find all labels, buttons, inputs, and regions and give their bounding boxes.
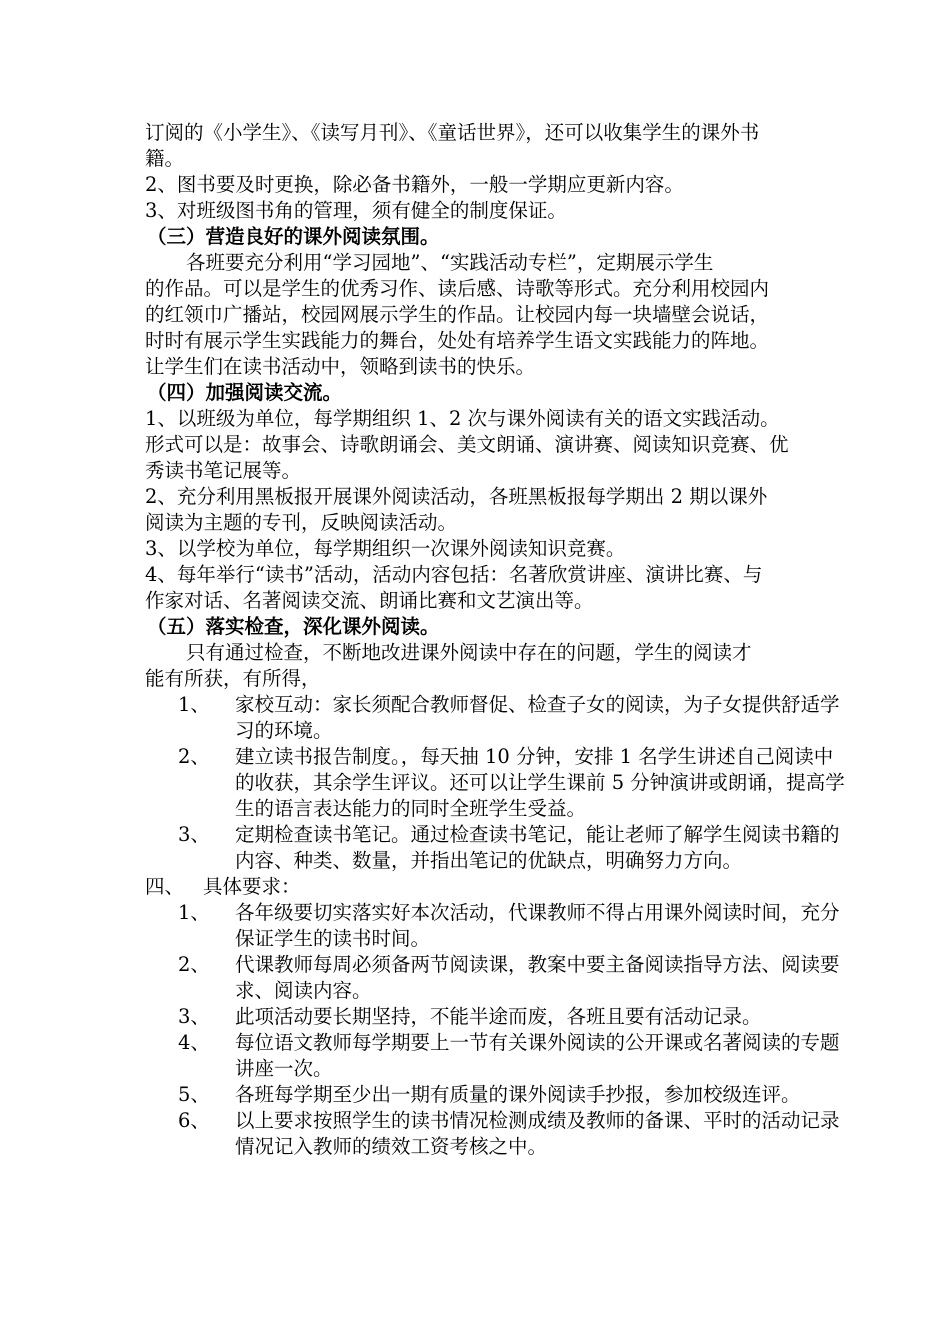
section-heading: （五）落实检查，深化课外阅读。 — [147, 615, 440, 638]
text-line: 时时有展示学生实践能力的舞台，处处有培养学生语文实践能力的阵地。 — [145, 329, 770, 352]
text-line: 2、充分利用黑板报开展课外阅读活动，各班黑板报每学期出 2 期以课外 — [145, 485, 768, 508]
list-text: 家校互动：家长须配合教师督促、检查子女的阅读，为子女提供舒适学习的环境。 — [235, 693, 840, 742]
requirements-list — [145, 900, 865, 1160]
list-item — [145, 1030, 865, 1082]
list-number: 2、 — [178, 745, 210, 768]
text-line: 形式可以是：故事会、诗歌朗诵会、美文朗诵、演讲赛、阅读知识竞赛、优 — [145, 433, 789, 456]
list-item — [145, 1082, 865, 1108]
text-line: 能有所获，有所得， — [145, 667, 321, 690]
text-line: 订阅的《小学生》、《读写月刊》、《童话世界》，还可以收集学生的课外书 — [145, 121, 760, 144]
list-text: 各年级要切实落实好本次活动，代课教师不得占用课外阅读时间，充分保证学生的读书时间。 — [235, 901, 840, 950]
section-requirements — [145, 874, 865, 1160]
list-number: 3、 — [178, 1005, 210, 1028]
text-line: 籍。 — [145, 147, 185, 170]
list-text: 建立读书报告制度。，每天抽 10 分钟，安排 1 名学生讲述自己阅读中的收获，其余学生评议。还可以让学生课前 5 分钟演讲或朗诵，提高学生的语言表达能力的同时全班学生受益。 — [235, 745, 845, 820]
section-five — [145, 614, 865, 874]
list-item — [145, 1004, 865, 1030]
list-item — [145, 952, 865, 1004]
section-heading — [145, 874, 865, 900]
text-line: 2、图书要及时更换，除必备书籍外，一般一学期应更新内容。 — [145, 173, 684, 196]
list-text: 每位语文教师每学期要上一节有关课外阅读的公开课或名著阅读的专题讲座一次。 — [235, 1031, 840, 1080]
list-text: 各班每学期至少出一期有质量的课外阅读手抄报，参加校级连评。 — [235, 1083, 801, 1106]
list-item — [145, 900, 865, 952]
list-item — [145, 822, 865, 874]
list-number: 1、 — [178, 901, 210, 924]
section-three — [145, 224, 865, 380]
section-heading: （三）营造良好的课外阅读氛围。 — [147, 225, 440, 248]
list-item — [145, 692, 865, 744]
list-number: 2、 — [178, 953, 210, 976]
section-heading: （四）加强阅读交流。 — [147, 381, 343, 404]
list-item — [145, 744, 865, 822]
list-text: 此项活动要长期坚持，不能半途而废，各班且要有活动记录。 — [235, 1005, 762, 1028]
text-line: 3、对班级图书角的管理，须有健全的制度保证。 — [145, 199, 567, 222]
text-line: 让学生们在读书活动中，领略到读书的快乐。 — [145, 355, 536, 378]
section-number: 四、 — [145, 875, 185, 898]
text-line: 各班要充分利用“学习园地”、“实践活动专栏”，定期展示学生 — [186, 251, 714, 274]
text-line: 1、以班级为单位，每学期组织 1、2 次与课外阅读有关的语文实践活动。 — [145, 407, 780, 430]
text-line: 秀读书笔记展等。 — [145, 459, 302, 482]
text-line: 阅读为主题的专刊，反映阅读活动。 — [145, 511, 458, 534]
intro-block — [145, 120, 865, 224]
list-number: 3、 — [178, 823, 210, 846]
text-line: 的作品。可以是学生的优秀习作、读后感、诗歌等形式。充分利用校园内 — [145, 277, 770, 300]
list-number: 6、 — [178, 1109, 210, 1132]
section-title: 具体要求： — [203, 875, 301, 898]
text-line: 的红领巾广播站，校园网展示学生的作品。让校园内每一块墙壁会说话， — [145, 303, 770, 326]
list-number: 4、 — [178, 1031, 210, 1054]
text-line: 作家对话、名著阅读交流、朗诵比赛和文艺演出等。 — [145, 589, 594, 612]
section-four-exchange — [145, 380, 865, 614]
text-line: 4、每年举行“读书”活动，活动内容包括：名著欣赏讲座、演讲比赛、与 — [145, 563, 763, 586]
check-methods-list — [145, 692, 865, 874]
list-text: 以上要求按照学生的读书情况检测成绩及教师的备课、平时的活动记录情况记入教师的绩效工资考核之中。 — [235, 1109, 840, 1158]
list-text: 代课教师每周必须备两节阅读课，教案中要主备阅读指导方法、阅读要求、阅读内容。 — [235, 953, 840, 1002]
list-number: 5、 — [178, 1083, 210, 1106]
document-page — [145, 120, 865, 1160]
text-line: 3、以学校为单位，每学期组织一次课外阅读知识竞赛。 — [145, 537, 626, 560]
list-text: 定期检查读书笔记。通过检查读书笔记，能让老师了解学生阅读书籍的内容、种类、数量，并指出笔记的优缺点，明确努力方向。 — [235, 823, 840, 872]
list-number: 1、 — [178, 693, 210, 716]
list-item — [145, 1108, 865, 1160]
text-line: 只有通过检查，不断地改进课外阅读中存在的问题，学生的阅读才 — [186, 641, 752, 664]
